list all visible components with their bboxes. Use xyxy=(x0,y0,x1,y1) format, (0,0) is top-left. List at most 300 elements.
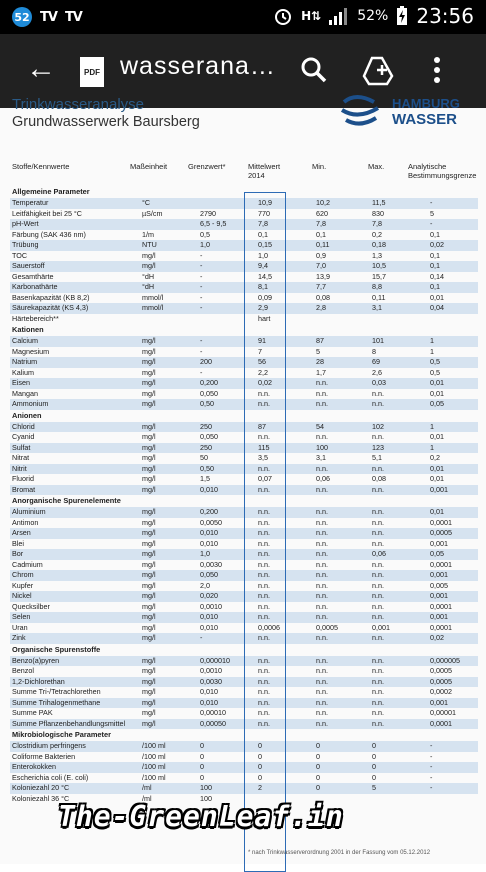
col-header-max: Max. xyxy=(368,162,385,171)
cell-limit: 0 xyxy=(200,741,204,750)
cell-min: n.n. xyxy=(316,718,328,728)
cell-name: Färbung (SAK 436 nm) xyxy=(12,229,86,239)
cell-det: 0,0001 xyxy=(430,622,452,632)
cell-unit: mg/l xyxy=(142,346,156,356)
cell-limit: 2790 xyxy=(200,208,216,218)
cell-det: 0,1 xyxy=(430,229,440,239)
cell-max: n.n. xyxy=(372,580,384,590)
svg-text:HAMBURG: HAMBURG xyxy=(392,96,460,111)
cell-max: n.n. xyxy=(372,559,384,569)
cell-max: n.n. xyxy=(372,655,384,665)
cell-mean: n.n. xyxy=(258,484,270,494)
cell-name: Uran xyxy=(12,622,28,632)
cell-det: - xyxy=(430,741,433,750)
cell-unit: NTU xyxy=(142,240,157,249)
search-icon[interactable] xyxy=(298,54,330,86)
cell-max: n.n. xyxy=(372,484,384,494)
cell-name: Calcium xyxy=(12,336,38,345)
cell-max: 8,8 xyxy=(372,282,382,291)
doc-subheading: Grundwasserwerk Baursberg xyxy=(12,114,200,130)
cell-det: 0,0005 xyxy=(430,528,452,537)
cell-name: pH-Wert xyxy=(12,219,39,228)
cell-max: n.n. xyxy=(372,601,384,611)
cell-max: n.n. xyxy=(372,591,384,600)
cell-unit: mg/l xyxy=(142,421,156,431)
cell-det: 0,0001 xyxy=(430,718,452,728)
cell-det: 0,02 xyxy=(430,240,444,249)
cell-limit: 0 xyxy=(200,762,204,771)
cell-name: Bromat xyxy=(12,484,36,494)
cell-mean: 8,1 xyxy=(258,282,268,291)
cell-min: n.n. xyxy=(316,697,328,707)
cell-limit: 0,050 xyxy=(200,570,218,579)
cell-max: 0,001 xyxy=(372,622,390,632)
cell-name: 1,2-Dichlorethan xyxy=(12,676,65,686)
cell-limit: 1,0 xyxy=(200,240,210,249)
cell-min: n.n. xyxy=(316,432,328,441)
cell-limit: 0,010 xyxy=(200,538,218,548)
watermark: The-GreenLeaf.in xyxy=(58,800,344,833)
cell-unit: mmol/l xyxy=(142,303,164,312)
cell-unit: mg/l xyxy=(142,507,156,516)
cell-max: 0 xyxy=(372,741,376,750)
cell-limit: - xyxy=(200,250,203,260)
cell-mean: n.n. xyxy=(258,666,270,675)
cell-det: 0,0001 xyxy=(430,601,452,611)
cell-limit: - xyxy=(200,633,203,642)
cell-mean: n.n. xyxy=(258,591,270,600)
hplus-network-icon: H⇅ xyxy=(301,9,322,23)
cell-unit: mg/l xyxy=(142,432,156,441)
cell-min: 0 xyxy=(316,783,320,792)
col-header-detection-limit: Analytische Bestimmungsgrenze xyxy=(408,162,477,180)
cell-unit: mmol/l xyxy=(142,292,164,302)
cell-name: Chrom xyxy=(12,570,34,579)
cell-max: 7,8 xyxy=(372,219,382,228)
cell-det: - xyxy=(430,762,433,771)
cell-unit: mg/l xyxy=(142,549,156,558)
cell-name: Escherichia coli (E. coli) xyxy=(12,772,89,782)
col-header-unit: Maßeinheit xyxy=(130,162,168,171)
cell-unit: /100 ml xyxy=(142,762,166,771)
cell-unit: mg/l xyxy=(142,580,156,590)
cell-det: 0,001 xyxy=(430,697,448,707)
cell-mean: 0 xyxy=(258,762,262,771)
cell-limit: - xyxy=(200,261,203,270)
cell-name: Nitrat xyxy=(12,453,30,462)
cell-mean: n.n. xyxy=(258,718,270,728)
cell-unit: mg/l xyxy=(142,676,156,686)
cell-det: - xyxy=(430,772,433,782)
cell-mean: n.n. xyxy=(258,463,270,473)
cell-limit: 0,0050 xyxy=(200,517,222,527)
cell-unit: mg/l xyxy=(142,484,156,494)
cell-max: 0,18 xyxy=(372,240,386,249)
cell-det: 0,2 xyxy=(430,453,440,462)
cell-min: 1,7 xyxy=(316,367,326,377)
cell-mean: n.n. xyxy=(258,528,270,537)
cell-det: - xyxy=(430,198,433,207)
cell-limit: 0,050 xyxy=(200,388,218,398)
cell-det: 0,01 xyxy=(430,292,444,302)
cell-min: n.n. xyxy=(316,666,328,675)
cell-mean: 0,0006 xyxy=(258,622,280,632)
cell-min: 0 xyxy=(316,741,320,750)
cell-mean: hart xyxy=(258,313,271,323)
cell-unit: mg/l xyxy=(142,453,156,462)
col-header-min: Min. xyxy=(312,162,327,171)
cell-min: 7,8 xyxy=(316,219,326,228)
cell-det: 1 xyxy=(430,421,434,431)
cell-max: n.n. xyxy=(372,697,384,707)
cell-min: n.n. xyxy=(316,484,328,494)
cell-unit: mg/l xyxy=(142,336,156,345)
cell-mean: 0,15 xyxy=(258,240,272,249)
cell-max: 0,06 xyxy=(372,549,386,558)
cell-unit: mg/l xyxy=(142,357,156,366)
cell-mean: 3,5 xyxy=(258,453,268,462)
cell-name: Clostridium perfringens xyxy=(12,741,86,750)
cell-max: 0,08 xyxy=(372,474,386,483)
cell-min: n.n. xyxy=(316,580,328,590)
signal-strength-icon xyxy=(329,7,349,25)
cell-min: n.n. xyxy=(316,601,328,611)
cell-mean: n.n. xyxy=(258,559,270,569)
cell-min: 10,2 xyxy=(316,198,330,207)
cell-mean: n.n. xyxy=(258,570,270,579)
cell-unit: mg/l xyxy=(142,633,156,642)
cell-unit: mg/l xyxy=(142,559,156,569)
section-title: Allgemeine Parameter xyxy=(12,187,90,196)
cell-name: Sauerstoff xyxy=(12,261,45,270)
cell-mean: 0,1 xyxy=(258,229,268,239)
cell-name: Blei xyxy=(12,538,24,548)
tv-app-icon-2: TV xyxy=(64,9,82,25)
cell-mean: 2 xyxy=(258,783,262,792)
cell-unit: mg/l xyxy=(142,261,156,270)
cell-unit: mg/l xyxy=(142,612,156,621)
cell-det: 0,01 xyxy=(430,463,444,473)
cell-limit: 0,010 xyxy=(200,528,218,537)
cell-name: Leitfähigkeit bei 25 °C xyxy=(12,208,83,218)
cell-max: 69 xyxy=(372,357,380,366)
cell-name: Mangan xyxy=(12,388,38,398)
cell-min: 100 xyxy=(316,442,328,452)
cell-det: 0,0005 xyxy=(430,676,452,686)
cell-min: 0 xyxy=(316,751,320,761)
cell-det: 0,001 xyxy=(430,538,448,548)
cell-det: 0,00001 xyxy=(430,708,456,717)
cell-min: 0 xyxy=(316,772,320,782)
cell-det: 0,5 xyxy=(430,357,440,366)
cell-mean: n.n. xyxy=(258,687,270,696)
cell-min: 0,0005 xyxy=(316,622,338,632)
cell-det: 0,04 xyxy=(430,303,444,312)
section-title: Anorganische Spurenelemente xyxy=(12,496,121,505)
cell-mean: 0,02 xyxy=(258,378,272,387)
cell-mean: 0,09 xyxy=(258,292,272,302)
cell-unit: mg/l xyxy=(142,666,156,675)
cell-limit: 0,50 xyxy=(200,399,214,408)
cell-unit: mg/l xyxy=(142,570,156,579)
cell-min: 13,9 xyxy=(316,271,330,281)
cell-limit: 0,010 xyxy=(200,687,218,696)
cell-name: Summe Trihalogenmethane xyxy=(12,697,101,707)
cell-mean: n.n. xyxy=(258,633,270,642)
footnote: * nach Trinkwasserverordnung 2001 in der Fassung vom 05.12.2012 xyxy=(248,850,431,856)
cell-name: Eisen xyxy=(12,378,30,387)
cell-min: n.n. xyxy=(316,559,328,569)
tv-app-icon: TV xyxy=(40,9,57,25)
svg-text:WASSER: WASSER xyxy=(392,111,458,128)
cell-name: Koloniezahl 20 °C xyxy=(12,783,70,792)
cell-max: n.n. xyxy=(372,538,384,548)
cell-mean: 0,07 xyxy=(258,474,272,483)
section-title: Mikrobiologische Parameter xyxy=(12,730,111,739)
cell-det: 0,1 xyxy=(430,250,440,260)
col-header-substance: Stoffe/Kennwerte xyxy=(12,162,70,171)
cell-max: 0 xyxy=(372,762,376,771)
cell-limit: 250 xyxy=(200,442,212,452)
notification-count-badge: 52 xyxy=(12,7,32,27)
cell-mean: 1,0 xyxy=(258,250,268,260)
cell-det: 0,01 xyxy=(430,378,444,387)
cell-max: n.n. xyxy=(372,507,384,516)
cell-unit: mg/l xyxy=(142,367,156,377)
cell-limit: 2,0 xyxy=(200,580,210,590)
cell-limit: 200 xyxy=(200,357,212,366)
cell-mean: 10,9 xyxy=(258,198,272,207)
section-title: Organische Spurenstoffe xyxy=(12,644,101,654)
cell-min: 7,7 xyxy=(316,282,326,291)
cell-min: 0,1 xyxy=(316,229,326,239)
cell-limit: 0,0010 xyxy=(200,601,222,611)
cell-limit: 0,200 xyxy=(200,507,218,516)
cell-mean: n.n. xyxy=(258,399,270,408)
pdf-page[interactable] xyxy=(0,96,486,864)
cell-name: Kupfer xyxy=(12,580,34,590)
cell-mean: 7,8 xyxy=(258,219,268,228)
cell-name: Summe Tri-/Tetrachlorethen xyxy=(12,687,101,696)
cell-name: Sulfat xyxy=(12,442,31,452)
cell-max: 5,1 xyxy=(372,453,382,462)
cell-max: 0 xyxy=(372,751,376,761)
cell-det: - xyxy=(430,751,433,761)
cell-limit: 0 xyxy=(200,751,204,761)
cell-mean: 9,4 xyxy=(258,261,268,270)
cell-mean: 115 xyxy=(258,442,270,452)
cell-limit: 0,50 xyxy=(200,463,214,473)
cell-unit: mg/l xyxy=(142,655,156,665)
cell-max: n.n. xyxy=(372,388,384,398)
cell-det: 0,05 xyxy=(430,549,444,558)
cell-det: 0,02 xyxy=(430,633,444,642)
cell-unit: mg/l xyxy=(142,250,156,260)
drive-add-icon[interactable] xyxy=(362,54,394,86)
cell-limit: 100 xyxy=(200,783,212,792)
cell-max: 15,7 xyxy=(372,271,386,281)
cell-unit: mg/l xyxy=(142,528,156,537)
cell-limit: - xyxy=(200,336,203,345)
cell-max: n.n. xyxy=(372,528,384,537)
cell-det: 0,1 xyxy=(430,261,440,270)
cell-limit: 0,020 xyxy=(200,591,218,600)
cell-min: 0,06 xyxy=(316,474,330,483)
cell-det: - xyxy=(430,783,433,792)
cell-name: Cadmium xyxy=(12,559,43,569)
cell-max: 0,11 xyxy=(372,292,386,302)
cell-det: 0,000005 xyxy=(430,655,460,665)
cell-mean: n.n. xyxy=(258,697,270,707)
cell-det: 0,01 xyxy=(430,474,444,483)
more-options-icon[interactable] xyxy=(430,54,444,86)
back-arrow-icon[interactable]: ← xyxy=(26,52,56,85)
cell-unit: °C xyxy=(142,198,151,207)
cell-unit: mg/l xyxy=(142,622,156,632)
cell-limit: 6,5 - 9,5 xyxy=(200,219,227,228)
cell-min: 0 xyxy=(316,762,320,771)
cell-limit: - xyxy=(200,292,203,302)
cell-mean: 2,2 xyxy=(258,367,268,377)
cell-det: 0,001 xyxy=(430,591,448,600)
cell-min: n.n. xyxy=(316,591,328,600)
cell-max: n.n. xyxy=(372,718,384,728)
cell-mean: 0 xyxy=(258,741,262,750)
cell-mean: n.n. xyxy=(258,538,270,548)
cell-det: 1 xyxy=(430,336,434,345)
doc-heading: Trinkwasseranalyse xyxy=(12,96,144,113)
section-title: Anionen xyxy=(12,410,42,420)
cell-max: 10,5 xyxy=(372,261,386,270)
cell-min: n.n. xyxy=(316,676,328,686)
cell-unit: mg/l xyxy=(142,517,156,527)
cell-max: 2,6 xyxy=(372,367,382,377)
cell-unit: mg/l xyxy=(142,601,156,611)
cell-min: n.n. xyxy=(316,612,328,621)
cell-name: Basenkapazität (KB 8,2) xyxy=(12,292,90,302)
battery-percent: 52% xyxy=(357,8,389,24)
cell-max: n.n. xyxy=(372,708,384,717)
cell-min: 87 xyxy=(316,336,324,345)
cell-min: 54 xyxy=(316,421,324,431)
cell-det: 0,1 xyxy=(430,282,440,291)
cell-name: Aluminium xyxy=(12,507,46,516)
cell-limit: 0,00010 xyxy=(200,708,226,717)
cell-name: Fluorid xyxy=(12,474,34,483)
cell-name: Karbonathärte xyxy=(12,282,58,291)
cell-name: Kalium xyxy=(12,367,34,377)
cell-unit: mg/l xyxy=(142,708,156,717)
col-header-limit: Grenzwert* xyxy=(188,162,226,171)
cell-unit: /ml xyxy=(142,783,152,792)
cell-unit: mg/l xyxy=(142,474,156,483)
cell-max: 102 xyxy=(372,421,384,431)
cell-unit: mg/l xyxy=(142,538,156,548)
cell-max: 101 xyxy=(372,336,384,345)
cell-unit: mg/l xyxy=(142,687,156,696)
cell-min: n.n. xyxy=(316,517,328,527)
cell-mean: 2,9 xyxy=(258,303,268,312)
col-header-mean: Mittelwert 2014 xyxy=(248,162,281,180)
cell-name: Quecksilber xyxy=(12,601,50,611)
cell-min: 7,0 xyxy=(316,261,326,270)
cell-limit: 0,200 xyxy=(200,378,218,387)
cell-mean: n.n. xyxy=(258,580,270,590)
cell-max: n.n. xyxy=(372,676,384,686)
cell-name: Bor xyxy=(12,549,24,558)
cell-min: n.n. xyxy=(316,549,328,558)
cell-limit: 0,010 xyxy=(200,622,218,632)
cell-max: 0,03 xyxy=(372,378,386,387)
cell-limit: 0,00050 xyxy=(200,718,226,728)
cell-mean: 0 xyxy=(258,772,262,782)
cell-unit: mg/l xyxy=(142,463,156,473)
cell-mean: n.n. xyxy=(258,517,270,527)
cell-det: 0,5 xyxy=(430,367,440,377)
cell-min: 5 xyxy=(316,346,320,356)
cell-max: n.n. xyxy=(372,687,384,696)
cell-min: n.n. xyxy=(316,378,328,387)
cell-max: 3,1 xyxy=(372,303,382,312)
document-title: wasseranа… xyxy=(120,52,276,80)
cell-name: Cyanid xyxy=(12,432,35,441)
cell-max: n.n. xyxy=(372,633,384,642)
cell-max: 0,2 xyxy=(372,229,382,239)
cell-max: n.n. xyxy=(372,463,384,473)
cell-name: Nickel xyxy=(12,591,32,600)
cell-max: 123 xyxy=(372,442,384,452)
cell-unit: mg/l xyxy=(142,442,156,452)
cell-max: 5 xyxy=(372,783,376,792)
mean-column-highlight xyxy=(244,192,286,872)
cell-name: Benzol xyxy=(12,666,34,675)
pdf-file-icon: PDF xyxy=(80,57,104,87)
cell-name: Enterokokken xyxy=(12,762,56,771)
cell-mean: n.n. xyxy=(258,507,270,516)
cell-min: n.n. xyxy=(316,538,328,548)
cell-max: n.n. xyxy=(372,517,384,527)
cell-limit: 0,0030 xyxy=(200,676,222,686)
cell-mean: n.n. xyxy=(258,549,270,558)
cell-min: 0,08 xyxy=(316,292,330,302)
cell-mean: 0 xyxy=(258,751,262,761)
cell-det: 0,0002 xyxy=(430,687,452,696)
cell-limit: 0 xyxy=(200,772,204,782)
cell-name: Antimon xyxy=(12,517,39,527)
cell-min: 0,11 xyxy=(316,240,330,249)
cell-limit: 1,0 xyxy=(200,549,210,558)
cell-det: 0,0001 xyxy=(430,559,452,569)
section-title: Kationen xyxy=(12,325,44,334)
cell-name: Magnesium xyxy=(12,346,50,356)
cell-det: 5 xyxy=(430,208,434,218)
cell-name: Summe PAK xyxy=(12,708,53,717)
cell-unit: mg/l xyxy=(142,718,156,728)
cell-unit: 1/m xyxy=(142,229,154,239)
cell-max: 1,3 xyxy=(372,250,382,260)
cell-det: 0,005 xyxy=(430,580,448,590)
cell-det: 0,01 xyxy=(430,388,444,398)
cell-name: Trübung xyxy=(12,240,39,249)
cell-name: Summe Pflanzenbehandlungsmittel xyxy=(12,718,126,728)
cell-min: 2,8 xyxy=(316,303,326,312)
cell-det: 0,01 xyxy=(430,432,444,441)
cell-name: Zink xyxy=(12,633,26,642)
cell-unit: /ml xyxy=(142,793,152,803)
cell-limit: 100 xyxy=(200,793,212,803)
cell-name: Coliforme Bakterien xyxy=(12,751,76,761)
cell-max: n.n. xyxy=(372,399,384,408)
